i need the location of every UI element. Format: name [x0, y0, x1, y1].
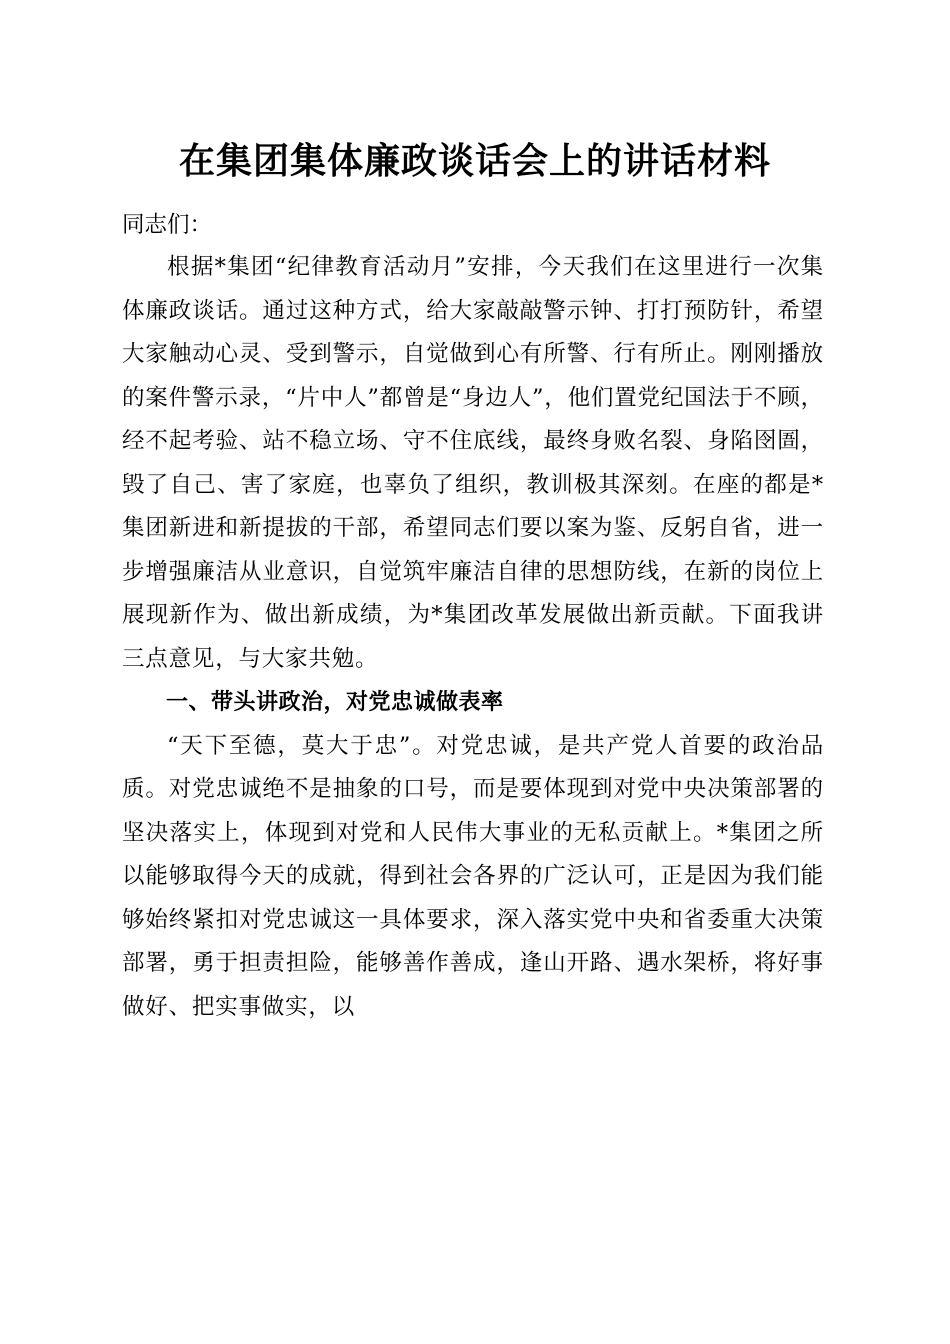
intro-paragraph: 根据*集团“纪律教育活动月”安排，今天我们在这里进行一次集体廉政谈话。通过这种方式，给大家敲敲警示钟、打打预防针，希望大家触动心灵、受到警示，自觉做到心有所警、行有所止。刚刚播放的案件警示录，“片中人”都曾是“身边人”，他们置党纪国法于不顾，经不起考验、站不稳立场、守不住底线，最终身败名裂、身陷囹圄，毁了自己、害了家庭，也辜负了组织，教训极其深刻。在座的都是*集团新进和新提拔的干部，希望同志们要以案为鉴、反躬自省，进一步增强廉洁从业意识，自觉筑牢廉洁自律的思想防线，在新的岗位上展现新作为、做出新成绩，为*集团改革发展做出新贡献。下面我讲三点意见，与大家共勉。	[122, 254, 824, 672]
document-title: 在集团集体廉政谈话会上的讲话材料	[178, 140, 771, 182]
salutation: 同志们：	[122, 212, 213, 238]
document-body	[122, 246, 824, 1029]
section-heading: 一、带头讲政治，对党忠诚做表率	[166, 690, 504, 715]
section-paragraph: “天下至德，莫大于忠”。对党忠诚，是共产党人首要的政治品质。对党忠诚绝不是抽象的口号，而是要体现到对党中央决策部署的坚决落实上，体现到对党和人民伟大事业的无私贡献上。*集团之所以能够取得今天的成就，得到社会各界的广泛认可，正是因为我们能够始终紧扣对党忠诚这一具体要求，深入落实党中央和省委重大决策部署，勇于担责担险，能够善作善成，逢山开路、遇水架桥，将好事做好、把实事做实，以	[122, 732, 824, 1020]
